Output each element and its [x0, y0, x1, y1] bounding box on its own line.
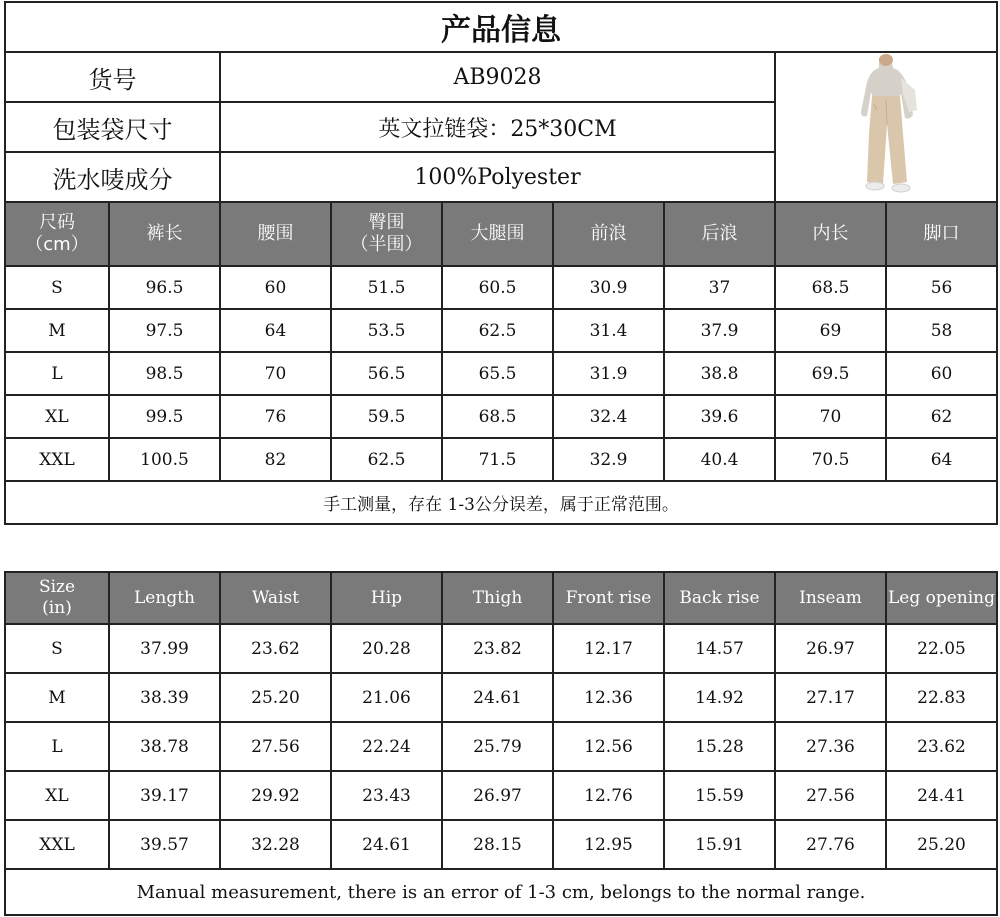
measurement-cell: 38.8 [664, 352, 775, 395]
column-header-text: （半围） [350, 234, 423, 255]
measurement-cell: 25.79 [442, 722, 553, 771]
measurement-cell: 12.17 [553, 624, 664, 673]
measurement-cell: 76 [220, 395, 331, 438]
cm-note: 手工测量，存在 1-3公分误差，属于正常范围。 [5, 481, 997, 524]
table-row [5, 722, 997, 771]
measurement-cell: 25.20 [220, 673, 331, 722]
column-header-text: 脚口 [923, 223, 960, 244]
measurement-cell: 12.95 [553, 820, 664, 869]
column-header [664, 572, 775, 624]
measurement-cell: 32.4 [553, 395, 664, 438]
measurement-cell: 38.78 [109, 722, 220, 771]
table-row [5, 820, 997, 869]
measurement-cell: 99.5 [109, 395, 220, 438]
inch-size-table [4, 571, 998, 916]
cm-header-row [5, 202, 997, 266]
measurement-cell: 23.82 [442, 624, 553, 673]
measurement-cell: 62.5 [442, 309, 553, 352]
measurement-cell: 37.9 [664, 309, 775, 352]
measurement-cell: 39.57 [109, 820, 220, 869]
size-cell: XXL [5, 820, 109, 869]
product-info-table [4, 1, 998, 525]
column-header-text: 臀围 [368, 212, 405, 233]
size-cell: XL [5, 395, 109, 438]
measurement-cell: 12.56 [553, 722, 664, 771]
measurement-cell: 37.99 [109, 624, 220, 673]
column-header-text: 裤长 [146, 223, 183, 244]
measurement-cell: 29.92 [220, 771, 331, 820]
measurement-cell: 23.62 [220, 624, 331, 673]
measurement-cell: 69 [775, 309, 886, 352]
measurement-cell: 25.20 [886, 820, 997, 869]
measurement-cell: 68.5 [442, 395, 553, 438]
column-header [775, 572, 886, 624]
inch-note: Manual measurement, there is an error of 1-3 cm, belongs to the normal range. [5, 869, 997, 915]
measurement-cell: 69.5 [775, 352, 886, 395]
column-header-text: Hip [370, 587, 403, 608]
measurement-cell: 32.28 [220, 820, 331, 869]
size-cell: M [5, 309, 109, 352]
product-photo-cell [775, 52, 997, 202]
column-header [5, 572, 109, 624]
size-cell: XXL [5, 438, 109, 481]
column-header-text: Waist [251, 587, 300, 608]
column-header-text: Size [38, 577, 76, 597]
measurement-cell: 62.5 [331, 438, 442, 481]
size-cell: L [5, 352, 109, 395]
measurement-cell: 26.97 [775, 624, 886, 673]
measurement-cell: 56.5 [331, 352, 442, 395]
measurement-cell: 22.83 [886, 673, 997, 722]
measurement-cell: 32.9 [553, 438, 664, 481]
product-photo [841, 54, 931, 200]
page-title: 产品信息 [5, 2, 997, 52]
size-cell: XL [5, 771, 109, 820]
measurement-cell: 60.5 [442, 266, 553, 309]
measurement-cell: 12.36 [553, 673, 664, 722]
measurement-cell: 71.5 [442, 438, 553, 481]
measurement-cell: 21.06 [331, 673, 442, 722]
measurement-cell: 82 [220, 438, 331, 481]
measurement-cell: 14.57 [664, 624, 775, 673]
column-header [886, 202, 997, 266]
column-header [553, 572, 664, 624]
measurement-cell: 96.5 [109, 266, 220, 309]
measurement-cell: 38.39 [109, 673, 220, 722]
measurement-cell: 62 [886, 395, 997, 438]
column-header-text: Length [134, 587, 195, 608]
measurement-cell: 15.28 [664, 722, 775, 771]
measurement-cell: 27.76 [775, 820, 886, 869]
measurement-cell: 14.92 [664, 673, 775, 722]
measurement-cell: 68.5 [775, 266, 886, 309]
size-cell: M [5, 673, 109, 722]
size-cell: S [5, 266, 109, 309]
measurement-cell: 97.5 [109, 309, 220, 352]
column-header-text: 前浪 [590, 223, 627, 244]
table-row [5, 771, 997, 820]
measurement-cell: 24.61 [442, 673, 553, 722]
column-header-text: Front rise [565, 587, 652, 608]
column-header [109, 572, 220, 624]
column-header [331, 202, 442, 266]
measurement-cell: 60 [220, 266, 331, 309]
package-size-value: 英文拉链袋：25*30CM [220, 102, 775, 152]
measurement-cell: 37 [664, 266, 775, 309]
measurement-cell: 59.5 [331, 395, 442, 438]
measurement-cell: 64 [886, 438, 997, 481]
measurement-cell: 20.28 [331, 624, 442, 673]
size-cell: L [5, 722, 109, 771]
table-row [5, 395, 997, 438]
measurement-cell: 23.43 [331, 771, 442, 820]
column-header [331, 572, 442, 624]
measurement-cell: 39.6 [664, 395, 775, 438]
table-row [5, 673, 997, 722]
measurement-cell: 15.91 [664, 820, 775, 869]
column-header [5, 202, 109, 266]
measurement-cell: 24.61 [331, 820, 442, 869]
measurement-cell: 28.15 [442, 820, 553, 869]
measurement-cell: 58 [886, 309, 997, 352]
column-header-text: Thigh [472, 587, 523, 608]
measurement-cell: 26.97 [442, 771, 553, 820]
measurement-cell: 31.9 [553, 352, 664, 395]
item-number-value: AB9028 [220, 52, 775, 102]
column-header [553, 202, 664, 266]
column-header [220, 572, 331, 624]
column-header [109, 202, 220, 266]
measurement-cell: 53.5 [331, 309, 442, 352]
table-row [5, 438, 997, 481]
table-row [5, 352, 997, 395]
column-header [442, 572, 553, 624]
measurement-cell: 27.56 [220, 722, 331, 771]
measurement-cell: 40.4 [664, 438, 775, 481]
column-header-text: (in) [42, 598, 72, 618]
column-header [775, 202, 886, 266]
column-header-text: Leg opening [887, 587, 996, 608]
column-header-text: 后浪 [701, 223, 738, 244]
measurement-cell: 27.56 [775, 771, 886, 820]
item-number-label: 货号 [5, 52, 220, 102]
measurement-cell: 64 [220, 309, 331, 352]
measurement-cell: 12.76 [553, 771, 664, 820]
size-cell: S [5, 624, 109, 673]
measurement-cell: 39.17 [109, 771, 220, 820]
measurement-cell: 31.4 [553, 309, 664, 352]
column-header-text: 腰围 [257, 223, 294, 244]
table-row [5, 624, 997, 673]
column-header-text: Back rise [679, 587, 760, 608]
measurement-cell: 27.17 [775, 673, 886, 722]
column-header [664, 202, 775, 266]
measurement-cell: 22.05 [886, 624, 997, 673]
measurement-cell: 22.24 [331, 722, 442, 771]
column-header-text: （cm） [25, 234, 89, 255]
measurement-cell: 70 [775, 395, 886, 438]
measurement-cell: 24.41 [886, 771, 997, 820]
measurement-cell: 98.5 [109, 352, 220, 395]
column-header [886, 572, 997, 624]
measurement-cell: 60 [886, 352, 997, 395]
fabric-value: 100%Polyester [220, 152, 775, 202]
measurement-cell: 30.9 [553, 266, 664, 309]
fabric-label: 洗水唛成分 [5, 152, 220, 202]
table-row [5, 309, 997, 352]
column-header-text: 大腿围 [470, 223, 525, 244]
column-header-text: 尺码 [39, 212, 75, 233]
inch-header-row [5, 572, 997, 624]
measurement-cell: 51.5 [331, 266, 442, 309]
measurement-cell: 70.5 [775, 438, 886, 481]
measurement-cell: 15.59 [664, 771, 775, 820]
column-header-text: Inseam [799, 587, 862, 608]
measurement-cell: 70 [220, 352, 331, 395]
package-size-label: 包装袋尺寸 [5, 102, 220, 152]
measurement-cell: 65.5 [442, 352, 553, 395]
measurement-cell: 27.36 [775, 722, 886, 771]
measurement-cell: 23.62 [886, 722, 997, 771]
column-header [442, 202, 553, 266]
column-header [220, 202, 331, 266]
measurement-cell: 56 [886, 266, 997, 309]
table-row [5, 266, 997, 309]
column-header-text: 内长 [812, 223, 849, 244]
measurement-cell: 100.5 [109, 438, 220, 481]
